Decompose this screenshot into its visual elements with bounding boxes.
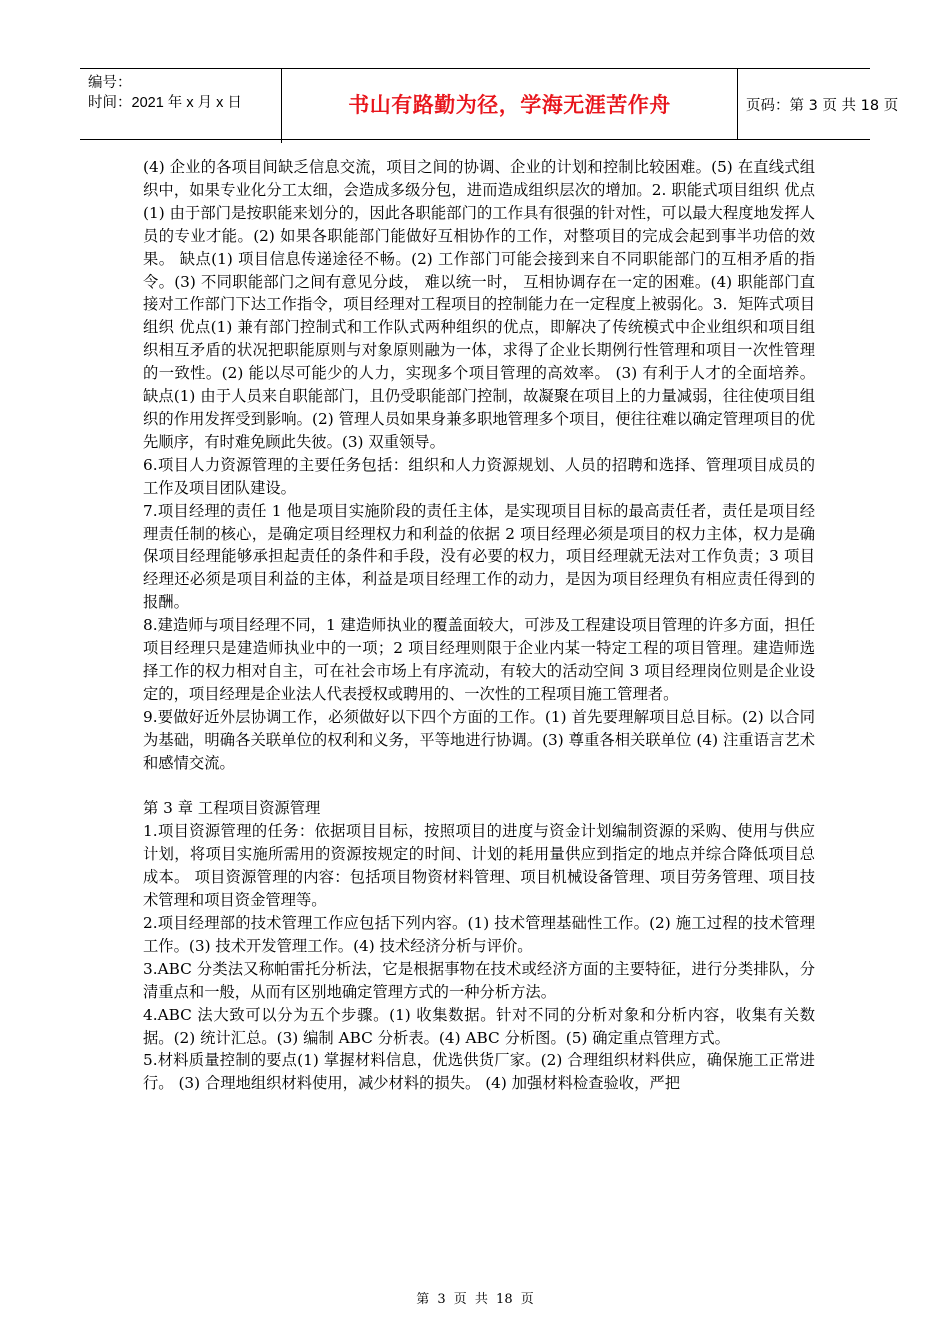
paragraph: 1.项目资源管理的任务：依据项目目标，按照项目的进度与资金计划编制资源的采购、使用与供应计划，将项目实施所需用的资源按规定的时间、计划的耗用量供应到指定的地点并综合降低项目总成本。 项目资源管理的内容：包括项目物资材料管理、项目机械设备管理、项目劳务管理、项目技术管理和项目资金管理等。 [143, 822, 815, 910]
header-motto: 书山有路勤为径，学海无涯苦作舟 [348, 93, 671, 117]
header-motto-cell [282, 69, 738, 139]
paragraph: 6.项目人力资源管理的主要任务包括：组织和人力资源规划、人员的招聘和选择、管理项目成员的工作及项目团队建设。 [143, 455, 815, 497]
document-date: 时间：2021 年 x 月 x 日 [88, 95, 242, 111]
paragraph: 4.ABC 法大致可以分为五个步骤。(1) 收集数据。针对不同的分析对象和分析内容，收集有关数据。(2) 统计汇总。(3) 编制 ABC 分析表。(4) ABC 分析图。(5) 确定重点管理方式。 [143, 1005, 815, 1047]
paragraph: 8.建造师与项目经理不同，1 建造师执业的覆盖面较大，可涉及工程建设项目管理的许多方面，担任项目经理只是建造师执业中的一项；2 项目经理则限于企业内某一特定工程的项目管理。建造师选择工作的权力相对自主，可在社会市场上有序流动，有较大的活动空间 3 项目经理岗位则是企业设定的，项目经理是企业法人代表授权或聘用的、一次性的工程项目施工管理者。 [143, 616, 815, 703]
paragraph: 3.ABC 分类法又称帕雷托分析法，它是根据事物在技术或经济方面的主要特征，进行分类排队，分清重点和一般，从而有区别地确定管理方式的一种分析方法。 [143, 959, 815, 1001]
paragraph: 7.项目经理的责任 1 他是项目实施阶段的责任主体，是实现项目目标的最高责任者，责任是项目经理责任制的核心，是确定项目经理权力和利益的依据 2 项目经理必须是项目的权力主体，权力是确保项目经理能够承担起责任的条件和手段，没有必要的权力，项目经理就无法对工作负责；3 项目经理还必须是项目利益的主体，利益是项目经理工作的动力，是因为项目经理负有相应责任得到的报酬。 [143, 501, 815, 612]
document-number-label: 编号： [88, 75, 132, 91]
paragraph: (4) 企业的各项目间缺乏信息交流，项目之间的协调、企业的计划和控制比较困难。(5) 在直线式组织中，如果专业化分工太细，会造成多级分包，进而造成组织层次的增加。2. 职能式项目组织 优点(1) 由于部门是按职能来划分的，因此各职能部门的工作具有很强的针对性，可以最大程度地发挥人员的专业才能。(2) 如果各职能部门能做好互相协作的工作，对整项目的完成会起到事半功倍的效果。 缺点(1) 项目信息传递途径不畅。(2) 工作部门可能会接到来自不同职能部门的互相矛盾的指令。(3) 不同职能部门之间有意见分歧， 难以统一时， 互相协调存在一定的困难。(4) 职能部门直接对工作部门下达工作指令，项目经理对工程项目的控制能力在一定程度上被弱化。3．矩阵式项目组织 优点(1) 兼有部门控制式和工作队式两种组织的优点，即解决了传统模式中企业组织和项目组织相互矛盾的状况把职能原则与对象原则融为一体，求得了企业长期例行性管理和项目一次性管理的一致性。(2) 能以尽可能少的人力，实现多个项目管理的高效率。 (3) 有利于人才的全面培养。 缺点(1) 由于人员来自职能部门，且仍受职能部门控制，故凝聚在项目上的力量减弱，往往使项目组织的作用发挥受到影响。(2) 管理人员如果身兼多职地管理多个项目，便往往难以确定管理项目的优先顺序，有时难免顾此失彼。(3) 双重领导。 [143, 158, 815, 451]
document-body [143, 156, 815, 1095]
header-page-info: 页码：第 3 页 共 18 页 [746, 97, 899, 114]
paragraph: 2.项目经理部的技术管理工作应包括下列内容。(1) 技术管理基础性工作。(2) 施工过程的技术管理工作。(3) 技术开发管理工作。(4) 技术经济分析与评价。 [143, 914, 815, 955]
page-header [80, 68, 899, 140]
paragraph: 9.要做好近外层协调工作，必须做好以下四个方面的工作。(1) 首先要理解项目总目标。(2) 以合同为基础，明确各关联单位的权利和义务，平等地进行协调。(3) 尊重各相关联单位 (4) 注重语言艺术和感情交流。 [143, 707, 815, 772]
header-meta [80, 69, 282, 143]
page-footer: 第 3 页 共 18 页 [416, 1292, 534, 1307]
paragraph: 5.材料质量控制的要点(1) 掌握材料信息，优选供货厂家。(2) 合理组织材料供应，确保施工正常进行。 (3) 合理地组织材料使用，减少材料的损失。 (4) 加强材料检查验收，严把 [143, 1051, 815, 1093]
chapter-title: 第 3 章 工程项目资源管理 [143, 799, 321, 818]
